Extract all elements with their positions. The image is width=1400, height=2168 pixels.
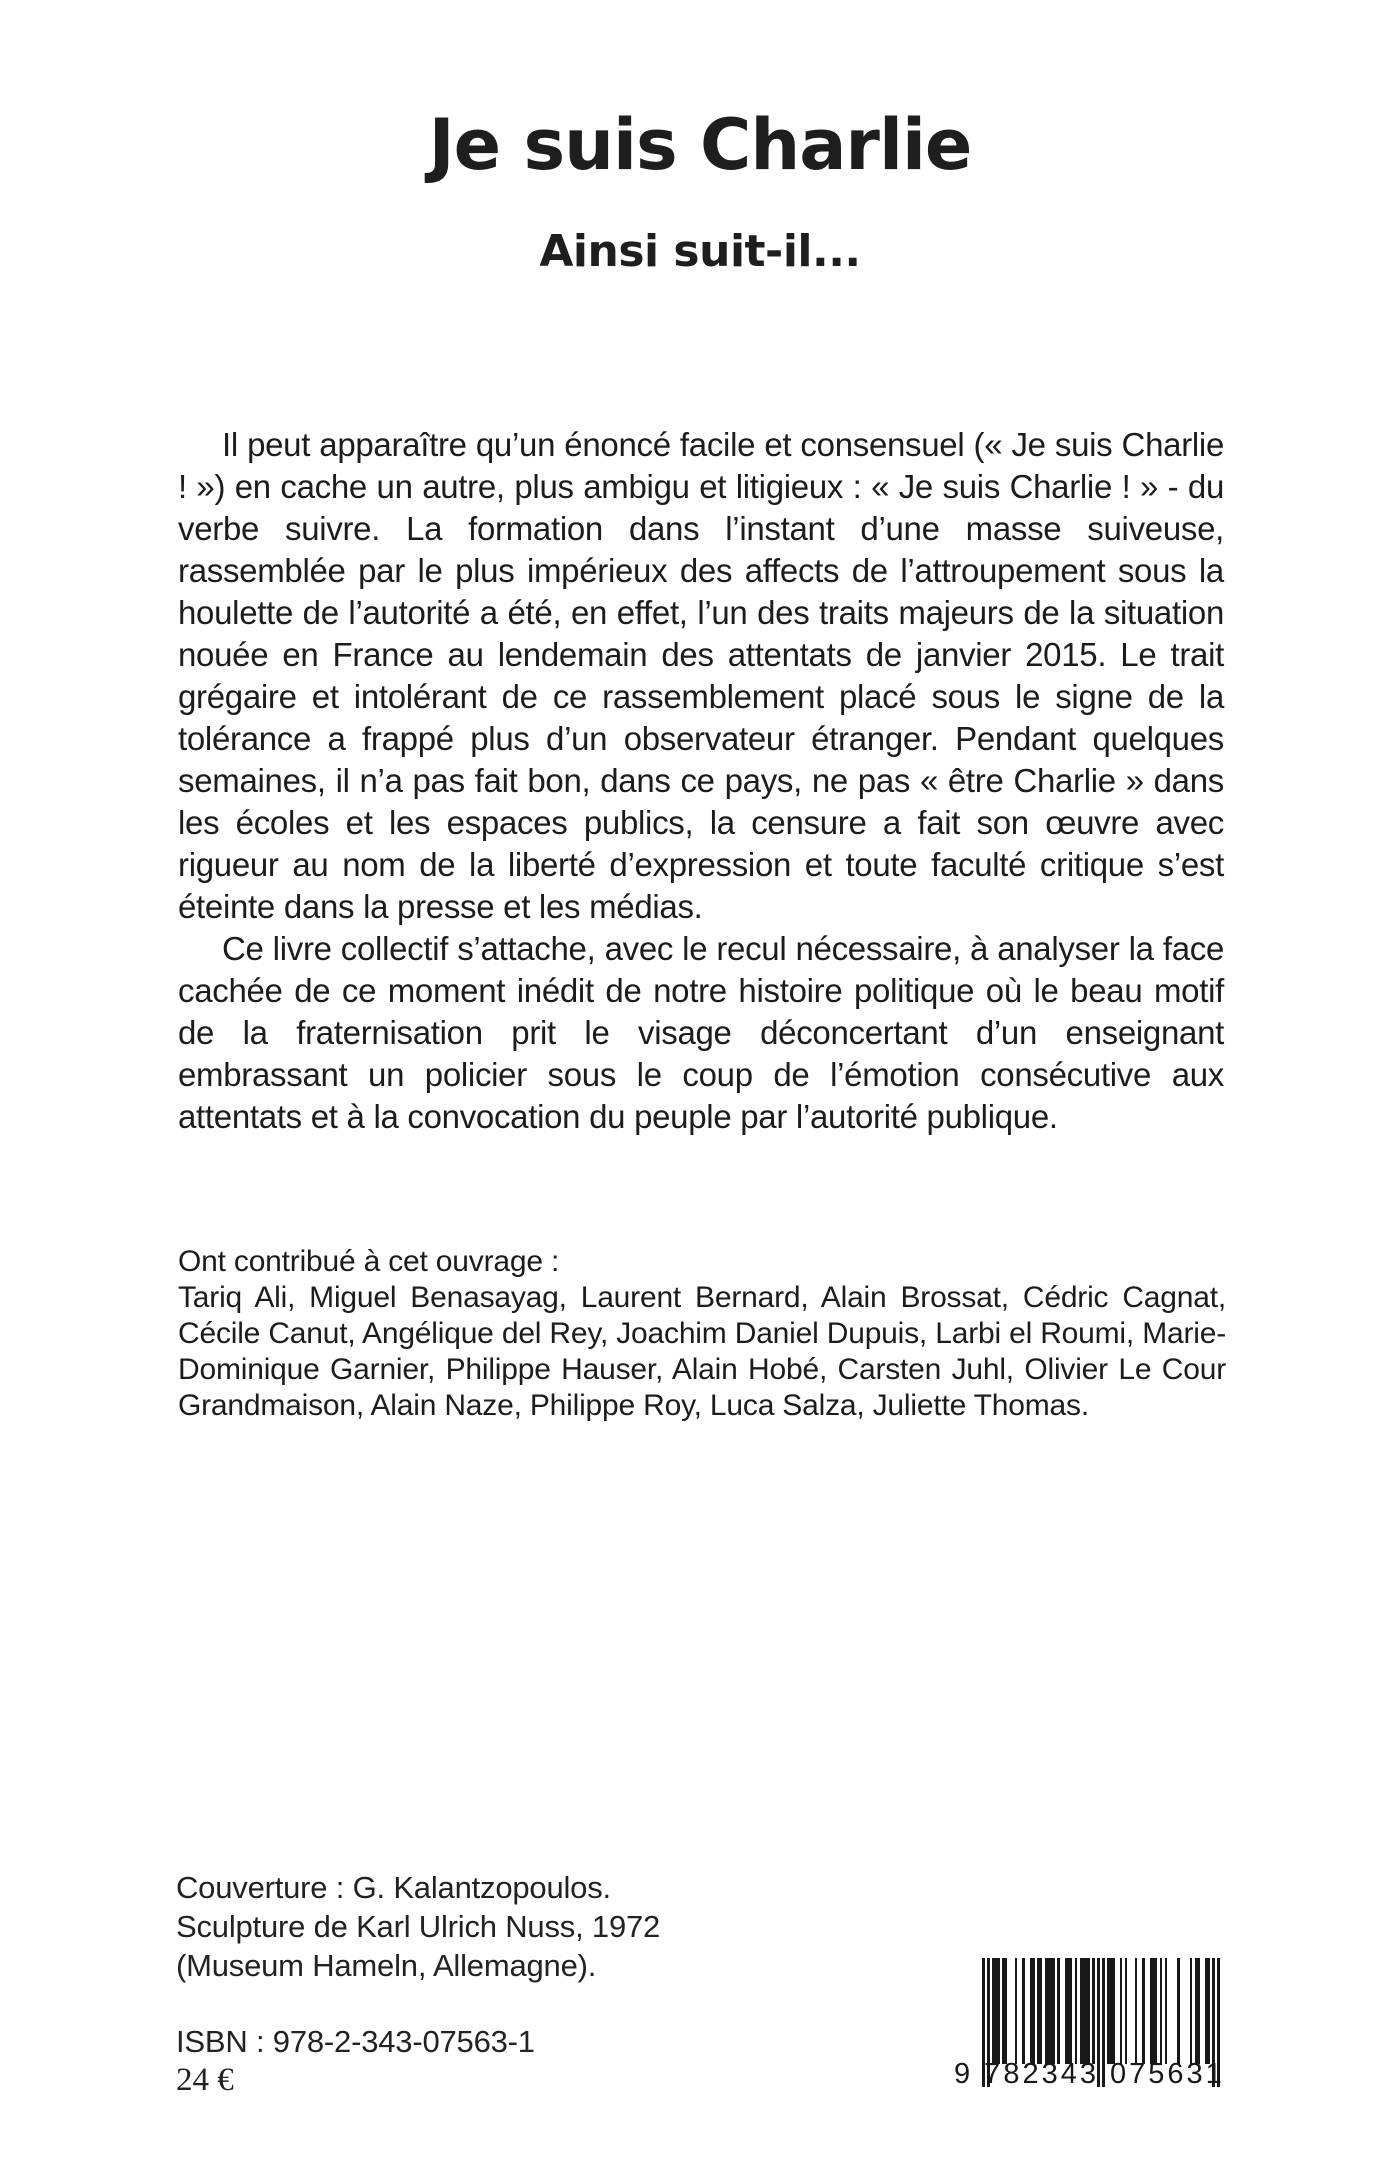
book-subtitle: Ainsi suit-il...: [539, 226, 861, 277]
contributors-names: Tariq Ali, Miguel Benasayag, Laurent Bernard, Alain Brossat, Cédric Cagnat, Cécile Canut, Angélique del Rey, Joachim Daniel Dupuis, Larbi el Roumi, Marie-Dominique Garnier, Philippe Hauser, Alain Hobé, Carsten Juhl, Olivier Le Cour Grandmaison, Alain Naze, Philippe Roy, Luca Salza, Juliette Thomas.: [178, 1281, 1226, 1422]
book-title: Je suis Charlie: [428, 104, 972, 186]
synopsis: [178, 424, 1224, 1138]
contributors-heading: Ont contribué à cet ouvrage :: [178, 1245, 560, 1278]
credit-line-cover: Couverture : G. Kalantzopoulos.: [176, 1870, 611, 1905]
credit-line-sculpture: Sculpture de Karl Ulrich Nuss, 1972: [176, 1909, 661, 1944]
ean13-barcode: [954, 1958, 1225, 2100]
barcode-digits: 9 782343 075631: [954, 2058, 1225, 2090]
price-text: 24 €: [176, 2062, 234, 2098]
credits-block: [176, 1868, 660, 1985]
synopsis-paragraph-2: Ce livre collectif s’attache, avec le recul nécessaire, à analyser la face cachée de ce moment inédit de notre histoire politique où le beau motif de la fraternisation prit le visage déconcertant d’un enseignant embrassant un policier sous le coup de l’émotion consécutive aux attentats et à la convocation du peuple par l’autorité publique.: [178, 930, 1224, 1135]
isbn-text: ISBN : 978-2-343-07563-1: [176, 2024, 535, 2059]
contributors-block: [178, 1244, 1226, 1424]
credit-line-museum: (Museum Hameln, Allemagne).: [176, 1948, 597, 1983]
synopsis-paragraph-1: Il peut apparaître qu’un énoncé facile et consensuel (« Je suis Charlie ! ») en cache un autre, plus ambigu et litigieux : « Je suis Charlie ! » - du verbe suivre. La formation dans l’instant d’une masse suiveuse, rassemblée par le plus impérieux des affects de l’attroupement sous la houlette de l’autorité a été, en effet, l’un des traits majeurs de la situation nouée en France au lendemain des attentats de janvier 2015. Le trait grégaire et intolérant de ce rassemblement placé sous le signe de la tolérance a frappé plus d’un observateur étranger. Pendant quelques semaines, il n’a pas fait bon, dans ce pays, ne pas « être Charlie » dans les écoles et les espaces publics, la censure a fait son œuvre avec rigueur au nom de la liberté d’expression et toute faculté critique s’est éteinte dans la presse et les médias.: [178, 426, 1224, 925]
